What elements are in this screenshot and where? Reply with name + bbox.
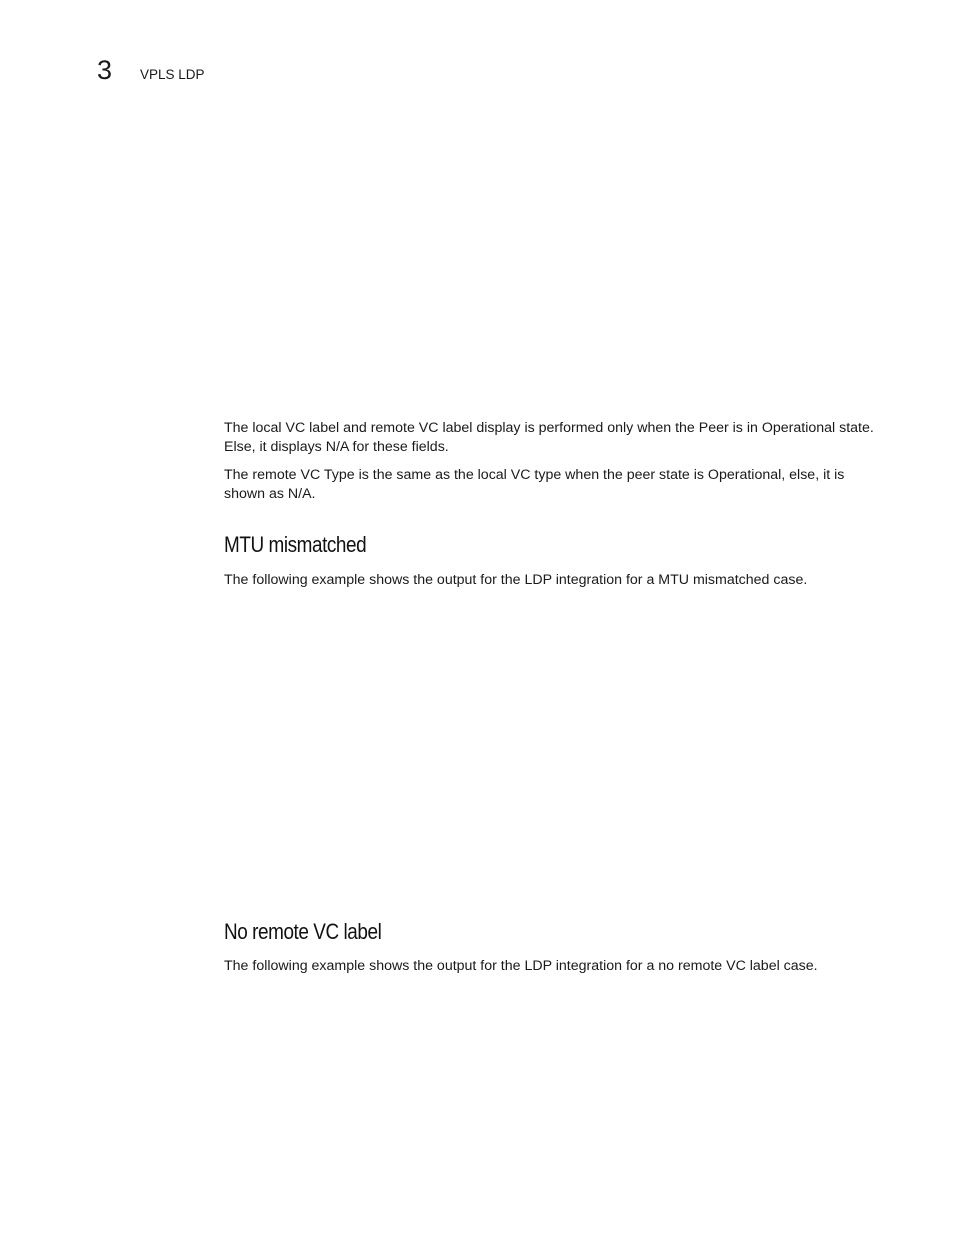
chapter-title: VPLS LDP [140, 67, 205, 82]
section-heading-mtu-mismatched: MTU mismatched [224, 532, 367, 557]
chapter-number: 3 [97, 55, 113, 85]
paragraph-mtu-mismatched: The following example shows the output for the LDP integration for a MTU mismatched case. [224, 572, 808, 588]
paragraph-no-remote-vc-label: The following example shows the output for the LDP integration for a no remote VC label case. [224, 958, 818, 974]
section-heading-no-remote-vc-label: No remote VC label [224, 919, 382, 944]
paragraph-vc-type: The remote VC Type is the same as the local VC type when the peer state is Operational, else, it is shown as N/A. [224, 467, 845, 502]
paragraph-vc-label-display: The local VC label and remote VC label display is performed only when the Peer is in Operational state. Else, it displays N/A for these fields. [224, 420, 874, 455]
